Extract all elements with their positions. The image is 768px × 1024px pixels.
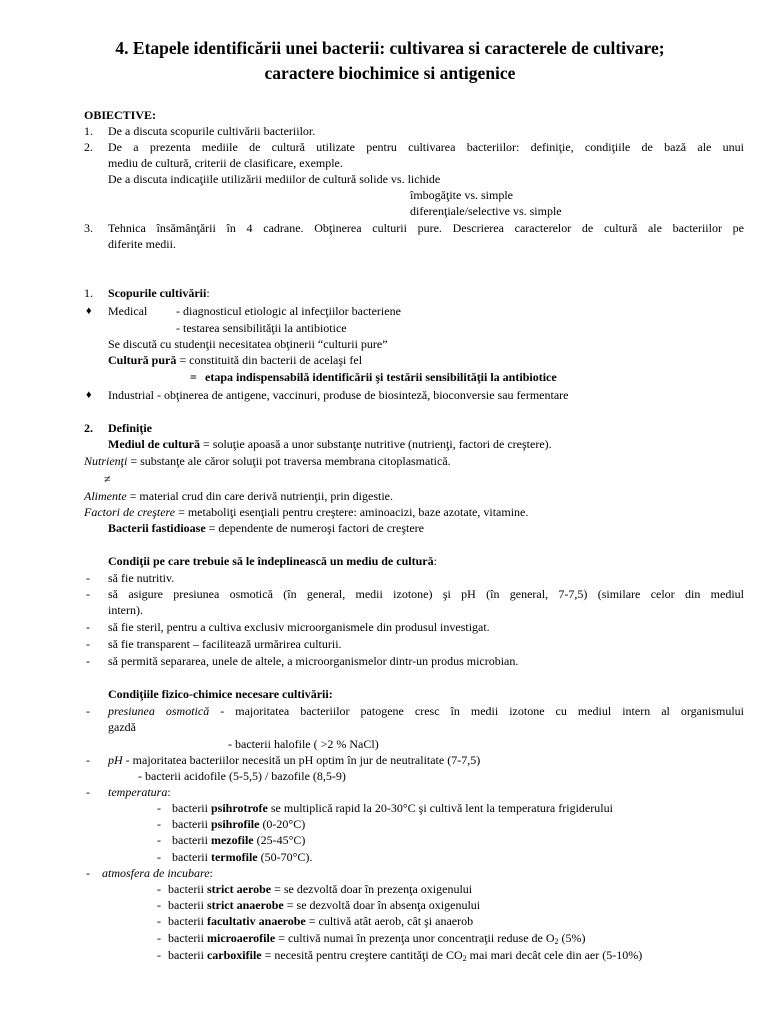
bullet-icon: ♦ [86, 389, 92, 401]
condition-item-4: să fie transparent – facilitează urmărirea culturii. [108, 637, 342, 651]
objective-num-2: 2. [84, 140, 93, 154]
atmosphere-label [102, 865, 213, 881]
atm-item-4-subscript: 2 [554, 937, 559, 946]
list-dash: - [86, 637, 90, 651]
temp-item-3 [172, 832, 305, 848]
list-dash: - [157, 833, 161, 847]
atm-item-1-bold: strict aerobe [206, 882, 272, 896]
osmotic-text: - majoritatea bacteriilor patogene cresc în medii izotone cu mediul intern al organismului [209, 704, 744, 718]
temp-item-3-pre: bacterii [172, 833, 211, 847]
title-line-2: caractere biochimice si antigenice [264, 63, 516, 83]
atm-item-4-post: = cultivă numai în prezenţa unor concentraţii reduse de O [275, 931, 555, 945]
list-dash: - [157, 931, 161, 945]
list-dash: - [157, 801, 161, 815]
osmotic-label: presiunea osmotică [108, 704, 210, 718]
list-dash: - [157, 914, 161, 928]
medium-def [108, 436, 552, 452]
growth-factors-label: Factori de creştere [84, 505, 176, 519]
list-dash: - [157, 882, 161, 896]
section1-heading [108, 285, 210, 301]
medical-item-2: - testarea sensibilităţii la antibiotice [176, 321, 347, 335]
list-dash: - [157, 898, 161, 912]
fastidious-def [108, 520, 424, 536]
conditions-heading [108, 553, 437, 569]
atm-item-4-pre: bacterii [168, 931, 207, 945]
ph-label: pH [108, 753, 123, 767]
fastidious-text: = dependente de numeroşi factori de creştere [205, 521, 424, 535]
atm-item-1 [168, 881, 472, 897]
osmotic-pressure [108, 703, 744, 719]
growth-factors-text: = metaboliţi esenţiali pentru creştere: aminoacizi, baze azotate, vitamine. [175, 505, 529, 519]
medical-label: Medical [108, 304, 148, 318]
conditions-heading-text: Condiţii pe care trebuie să le îndeplinească un mediu de cultură [108, 554, 434, 568]
conditions-heading-colon: : [433, 554, 437, 568]
temp-item-1-post: se multiplică rapid la 20-30°C şi cultivă lent la temperatura frigiderului [267, 801, 613, 815]
temp-item-2 [172, 816, 305, 832]
temp-item-3-bold: mezofile [210, 833, 254, 847]
list-dash: - [157, 948, 161, 962]
temp-item-2-bold: psihrofile [210, 817, 260, 831]
foods-label: Alimente [84, 489, 127, 503]
temp-item-1-pre: bacterii [172, 801, 211, 815]
atm-item-3-bold: facultativ anaerobe [206, 914, 306, 928]
atm-item-4-post2: (5%) [558, 931, 586, 945]
section2-num: 2. [84, 421, 93, 435]
list-dash: - [86, 704, 90, 718]
objective-text-2: De a prezenta mediile de cultură utilizate pentru cultivarea bacteriilor: definiţie, condiţiile de bază ale unui [108, 140, 744, 154]
temperature-colon: : [167, 785, 171, 799]
pure-culture-def [108, 352, 362, 368]
objective-text-2-cont: mediu de cultură, criterii de clasificare, exemple. [108, 156, 343, 170]
objective-text-3-cont: diferite medii. [108, 237, 176, 251]
medical-item-1: - diagnosticul etiologic al infecţiilor bacteriene [176, 304, 401, 318]
atm-item-1-pre: bacterii [168, 882, 207, 896]
temp-item-4 [172, 849, 312, 865]
nutrients-label: Nutrienţi [84, 454, 128, 468]
temp-item-1 [172, 800, 613, 816]
objective-text-3: Tehnica însămânţării în 4 cadrane. Obţinerea culturii pure. Descrierea caracterelor de cultură ale bacteriilor pe [108, 221, 744, 235]
atm-item-2-pre: bacterii [168, 898, 207, 912]
media-indications: De a discuta indicaţiile utilizării mediilor de cultură solide vs. lichide [108, 172, 441, 186]
ph-text: - majoritatea bacteriilor necesită un pH optim în jur de neutralitate (7-7,5) [122, 753, 481, 767]
condition-item-2-cont: intern). [108, 603, 143, 617]
list-dash: - [157, 817, 161, 831]
section1-heading-colon: : [206, 286, 210, 300]
atm-item-1-post: = se dezvoltă doar în prezenţa oxigenului [271, 882, 473, 896]
section1-num: 1. [84, 286, 93, 300]
temperature-label-text: temperatura [108, 785, 168, 799]
fastidious-label: Bacterii fastidioase [108, 521, 206, 535]
ph-condition [108, 752, 480, 768]
condition-item-3: să fie steril, pentru a cultiva exclusiv microorganismele din produsul investigat. [108, 620, 490, 634]
pure-culture-stage: etapa indispensabilă identificării şi testării sensibilităţii la antibiotice [205, 370, 557, 384]
acidophile-bacteria: - bacterii acidofile (5-5,5) / bazofile (8,5-9) [138, 769, 346, 783]
atm-item-5-post2: mai mari decât cele din aer (5-10%) [466, 948, 643, 962]
temp-item-2-post: (0-20°C) [259, 817, 306, 831]
students-note: Se discută cu studenţii necesitatea obţinerii “culturii pure” [108, 337, 388, 351]
list-dash: - [86, 587, 90, 601]
section2-heading: Definiţie [108, 421, 152, 435]
media-differential: diferenţiale/selective vs. simple [410, 204, 562, 218]
pure-culture-text: = constituită din bacterii de acelaşi fel [176, 353, 363, 367]
medium-label: Mediul de cultură [108, 437, 200, 451]
temp-item-2-pre: bacterii [172, 817, 211, 831]
list-dash: - [86, 571, 90, 585]
halophile-bacteria: - bacterii halofile ( >2 % NaCl) [228, 737, 379, 751]
temp-item-4-post: (50-70°C). [257, 850, 313, 864]
atm-item-4-bold: microaerofile [206, 931, 276, 945]
atm-item-5 [168, 947, 642, 963]
temperature-label [108, 784, 171, 800]
nutrients-def [84, 453, 451, 469]
atm-item-5-bold: carboxifile [206, 948, 262, 962]
temp-item-4-bold: termofile [210, 850, 258, 864]
atm-item-3-post: = cultivă atât aerob, cât şi anaerob [305, 914, 474, 928]
atm-item-4 [168, 930, 586, 946]
atmosphere-label-text: atmosfera de incubare [102, 866, 210, 880]
list-dash: - [86, 654, 90, 668]
media-enriched: îmbogăţite vs. simple [410, 188, 513, 202]
foods-def [84, 488, 393, 504]
bullet-icon: ♦ [86, 305, 92, 317]
condition-item-2: să asigure presiunea osmotică (în general, medii izotone) şi pH (în general, 7-7,5) (similare celor din mediul [108, 587, 744, 601]
atm-item-5-pre: bacterii [168, 948, 207, 962]
condition-item-5: să permită separarea, unele de altele, a microorganismelor dintr-un produs microbian. [108, 654, 519, 668]
osmotic-cont: gazdă [108, 720, 136, 734]
foods-text: = material crud din care derivă nutrienţii, prin digestie. [126, 489, 393, 503]
title-line-1: 4. Etapele identificării unei bacterii: cultivarea si caracterele de cultivare; [115, 38, 665, 58]
atmosphere-colon: : [209, 866, 213, 880]
not-equal-sign: ≠ [104, 472, 111, 486]
list-dash: - [86, 866, 90, 880]
section1-heading-text: Scopurile cultivării [108, 286, 207, 300]
pure-culture-label: Cultură pură [108, 353, 177, 367]
atm-item-2-post: = se dezvoltă doar în absenţa oxigenului [283, 898, 481, 912]
objective-num-3: 3. [84, 221, 93, 235]
list-dash: - [86, 620, 90, 634]
atm-item-3-pre: bacterii [168, 914, 207, 928]
medium-text: = soluţie apoasă a unor substanţe nutritive (nutrienţi, factori de creştere). [200, 437, 552, 451]
objectives-heading: OBIECTIVE: [84, 108, 157, 122]
list-dash: - [157, 850, 161, 864]
document-title [60, 36, 720, 86]
pure-culture-eq: = [190, 370, 197, 384]
list-dash: - [86, 785, 90, 799]
growth-factors-def [84, 504, 528, 520]
temp-item-4-pre: bacterii [172, 850, 211, 864]
objective-num-1: 1. [84, 124, 93, 138]
atm-item-2 [168, 897, 480, 913]
atm-item-5-subscript: 2 [462, 954, 467, 963]
atm-item-3 [168, 913, 473, 929]
objective-text-1: De a discuta scopurile cultivării bacteriilor. [108, 124, 316, 138]
temp-item-3-post: (25-45°C) [253, 833, 306, 847]
list-dash: - [86, 753, 90, 767]
temp-item-1-bold: psihrotrofe [210, 801, 268, 815]
physchem-heading: Condiţiile fizico-chimice necesare cultivării: [108, 687, 333, 701]
condition-item-1: să fie nutritiv. [108, 571, 175, 585]
atm-item-2-bold: strict anaerobe [206, 898, 284, 912]
industrial-purpose: Industrial - obţinerea de antigene, vaccinuri, produse de biosinteză, bioconversie sau fermentare [108, 388, 569, 402]
nutrients-text: = substanţe ale căror soluţii pot traversa membrana citoplasmatică. [127, 454, 451, 468]
atm-item-5-post: = necesită pentru creştere cantităţi de CO [261, 948, 463, 962]
